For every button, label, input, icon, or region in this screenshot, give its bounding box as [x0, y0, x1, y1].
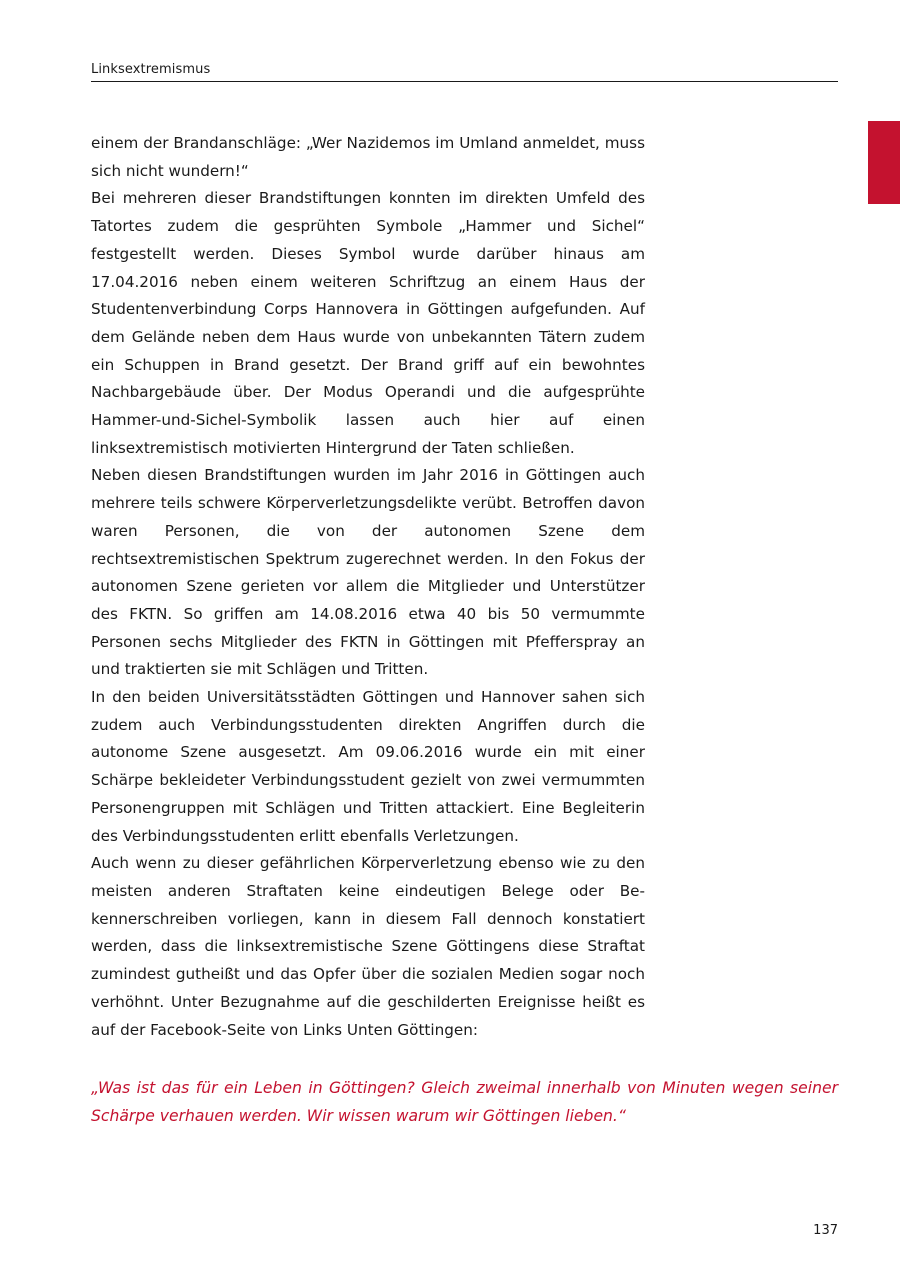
paragraph: Neben diesen Brandstiftungen wurden im Jahr 2016 in Göttingen auch mehrere teils schwere Körperverletzungsdelikte verübt. Betroffen davon waren Personen, die von der autonomen Szene dem rechtsextremistischen Spektrum zugerechnet werden. In den Fokus der autonomen Szene gerieten vor allem die Mitglieder und Unterstützer des FKTN. So griffen am 14.08.2016 etwa 40 bis 50 vermummte Personen sechs Mitglieder des FKTN in Göttingen mit Pfefferspray an und traktierten sie mit Schlägen und Tritten.: [91, 466, 645, 679]
paragraph: In den beiden Universitätsstädten Göttingen und Hannover sahen sich zudem auch Verbindungsstudenten direkten Angriffen durch die autonome Szene ausgesetzt. Am 09.06.2016 wurde ein mit einer Schärpe bekleideter Verbindungsstudent gezielt von zwei vermummten Personengruppen mit Schlägen und Tritten attackiert. Eine Begleiterin des Verbindungsstudenten erlitt ebenfalls Verletzungen.: [91, 688, 645, 845]
paragraph: Bei mehreren dieser Brandstiftungen konnten im direkten Umfeld des Tatortes zudem die gesprühten Symbole „Hammer und Sichel“ festgestellt werden. Dieses Symbol wurde darüber hinaus am 17.04.2016 neben einem weiteren Schriftzug an einem Haus der Studentenverbindung Corps Hannovera in Göttingen aufgefunden. Auf dem Gelände neben dem Haus wurde von unbekannten Tätern zudem ein Schuppen in Brand gesetzt. Der Brand griff auf ein bewohntes Nachbargebäude über. Der Modus Operandi und die aufgesprühte Hammer-und-Sichel-Symbolik lassen auch hier auf einen linksextremistisch motivierten Hintergrund der Taten schließen.: [91, 189, 645, 457]
page-number: 137: [813, 1223, 838, 1238]
running-header: [91, 58, 838, 82]
running-title: Linksextremismus: [91, 62, 211, 77]
paragraph: Auch wenn zu dieser gefährlichen Körperverletzung ebenso wie zu den meisten anderen Straftaten keine eindeutigen Belege oder Bekennerschreiben vorliegen, kann in diesem Fall dennoch konstatiert werden, dass die linksextremistische Szene Göttingens diese Straftat zumindest gutheißt und das Opfer über die sozialen Medien sogar noch verhöhnt. Unter Bezugnahme auf die geschilderten Ereignisse heißt es auf der Facebook-Seite von Links Unten Göttingen:: [91, 854, 645, 1039]
body-text: [91, 130, 645, 1044]
paragraph: einem der Brandanschläge: „Wer Nazidemos im Umland anmeldet, muss sich nicht wundern!“: [91, 134, 645, 180]
quotation: „Was ist das für ein Leben in Göttingen? Gleich zweimal innerhalb von Minuten wegen seiner Schärpe verhauen werden. Wir wissen warum wir Göttingen lieben.“: [91, 1079, 838, 1125]
section-marker-tab: [868, 121, 900, 204]
